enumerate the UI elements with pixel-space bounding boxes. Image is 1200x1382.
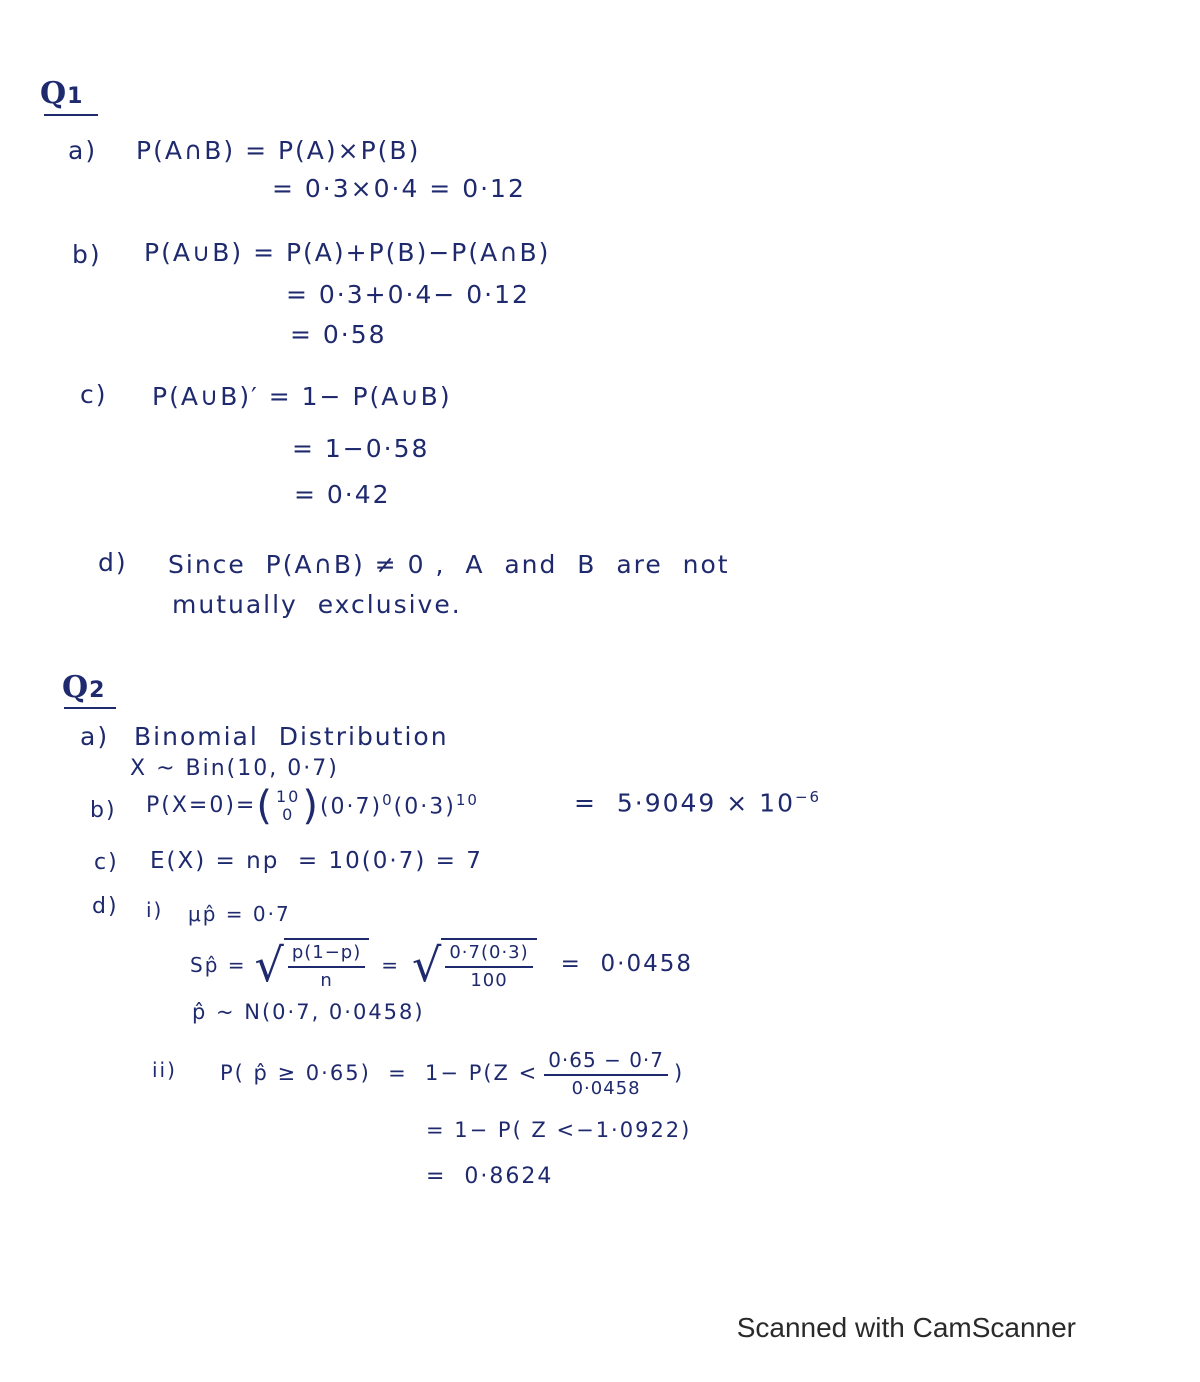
q2-d-ii-line2: = 1− P( Z <−1·0922) xyxy=(426,1118,692,1142)
q2-d-i-sd-result: = 0·0458 xyxy=(560,951,694,978)
q1-c-line3: = 0·42 xyxy=(294,480,391,509)
q2-b-pow1: $(0\cdot 7)^0$ xyxy=(319,791,394,820)
q2-d-i-sd-lhs: Sp̂ = xyxy=(190,952,247,977)
q1-a-line1: P(A∩B) = P(A)×P(B) xyxy=(136,136,421,165)
q2-c-label: c) xyxy=(94,850,119,875)
q2-b-expression xyxy=(146,783,479,829)
q2-c-line1: E(X) = np = 10(0·7) = 7 xyxy=(150,848,483,874)
q1-heading-underline xyxy=(44,114,98,116)
q1-c-label: c) xyxy=(80,380,108,409)
q2-a-line2: X ~ Bin(10, 0·7) xyxy=(130,756,339,781)
q2-d-ii-line3: = 0·8624 xyxy=(426,1164,554,1189)
q2-d-ii-close: ) xyxy=(674,1061,685,1086)
q2-a-label: a) xyxy=(80,722,110,751)
q1-a-label: a) xyxy=(68,136,98,165)
q2-b-pow2: $(0\cdot 3)^{10}$ xyxy=(393,791,479,820)
q1-c-line2: = 1−0·58 xyxy=(292,434,430,463)
q1-b-line3: = 0·58 xyxy=(290,320,387,349)
q2-d-ii-lhs: P( p̂ ≥ 0·65) = 1− P(Z < xyxy=(220,1061,539,1086)
q2-d-i-line1: μp̂ = 0·7 xyxy=(188,902,291,926)
q1-b-line2: = 0·3+0·4− 0·12 xyxy=(286,280,530,309)
q2-d-i-label: i) xyxy=(146,898,164,922)
q2-b-label: b) xyxy=(90,798,117,823)
q2-d-i-eq: = xyxy=(381,952,401,977)
q1-b-line1: P(A∪B) = P(A)+P(B)−P(A∩B) xyxy=(144,238,551,267)
q1-d-line1: Since P(A∩B) ≠ 0 , A and B are not xyxy=(168,550,730,579)
q1-heading: Q1 xyxy=(40,76,84,111)
sqrt-1: √ $\frac{p(1-p)}{n}$ xyxy=(255,938,370,991)
q2-b-result: = $5\cdot 9049 \times 10^{-6}$ xyxy=(574,788,822,818)
q2-d-ii-line1 xyxy=(220,1048,684,1100)
q2-d-i-sd-line xyxy=(190,938,693,991)
q1-d-label: d) xyxy=(98,548,128,577)
q1-c-line1: P(A∪B)′ = 1− P(A∪B) xyxy=(152,382,452,411)
q2-heading: Q2 xyxy=(62,670,106,705)
q2-a-line1: Binomial Distribution xyxy=(134,722,449,751)
z-score-fraction: $\frac{0\cdot 65 - 0\cdot 7}{0\cdot 0458}$ xyxy=(544,1048,668,1100)
q2-heading-underline xyxy=(64,707,116,709)
q1-d-line2: mutually exclusive. xyxy=(172,590,462,619)
q2-d-i-line3: p̂ ~ N(0·7, 0·0458) xyxy=(192,1000,425,1024)
camscanner-footer: Scanned with CamScanner xyxy=(736,1312,1076,1343)
q1-b-label: b) xyxy=(72,240,102,269)
q2-b-lhs: P(X=0)= xyxy=(146,793,257,818)
binomial-coefficient: ( 10 0 ) xyxy=(256,783,320,829)
q2-d-label: d) xyxy=(92,894,119,919)
sqrt-2: √ $\frac{0\cdot 7(0\cdot 3)}{100}$ xyxy=(412,938,537,991)
q2-d-ii-label: ii) xyxy=(152,1058,177,1082)
q1-a-line2: = 0·3×0·4 = 0·12 xyxy=(272,174,526,203)
